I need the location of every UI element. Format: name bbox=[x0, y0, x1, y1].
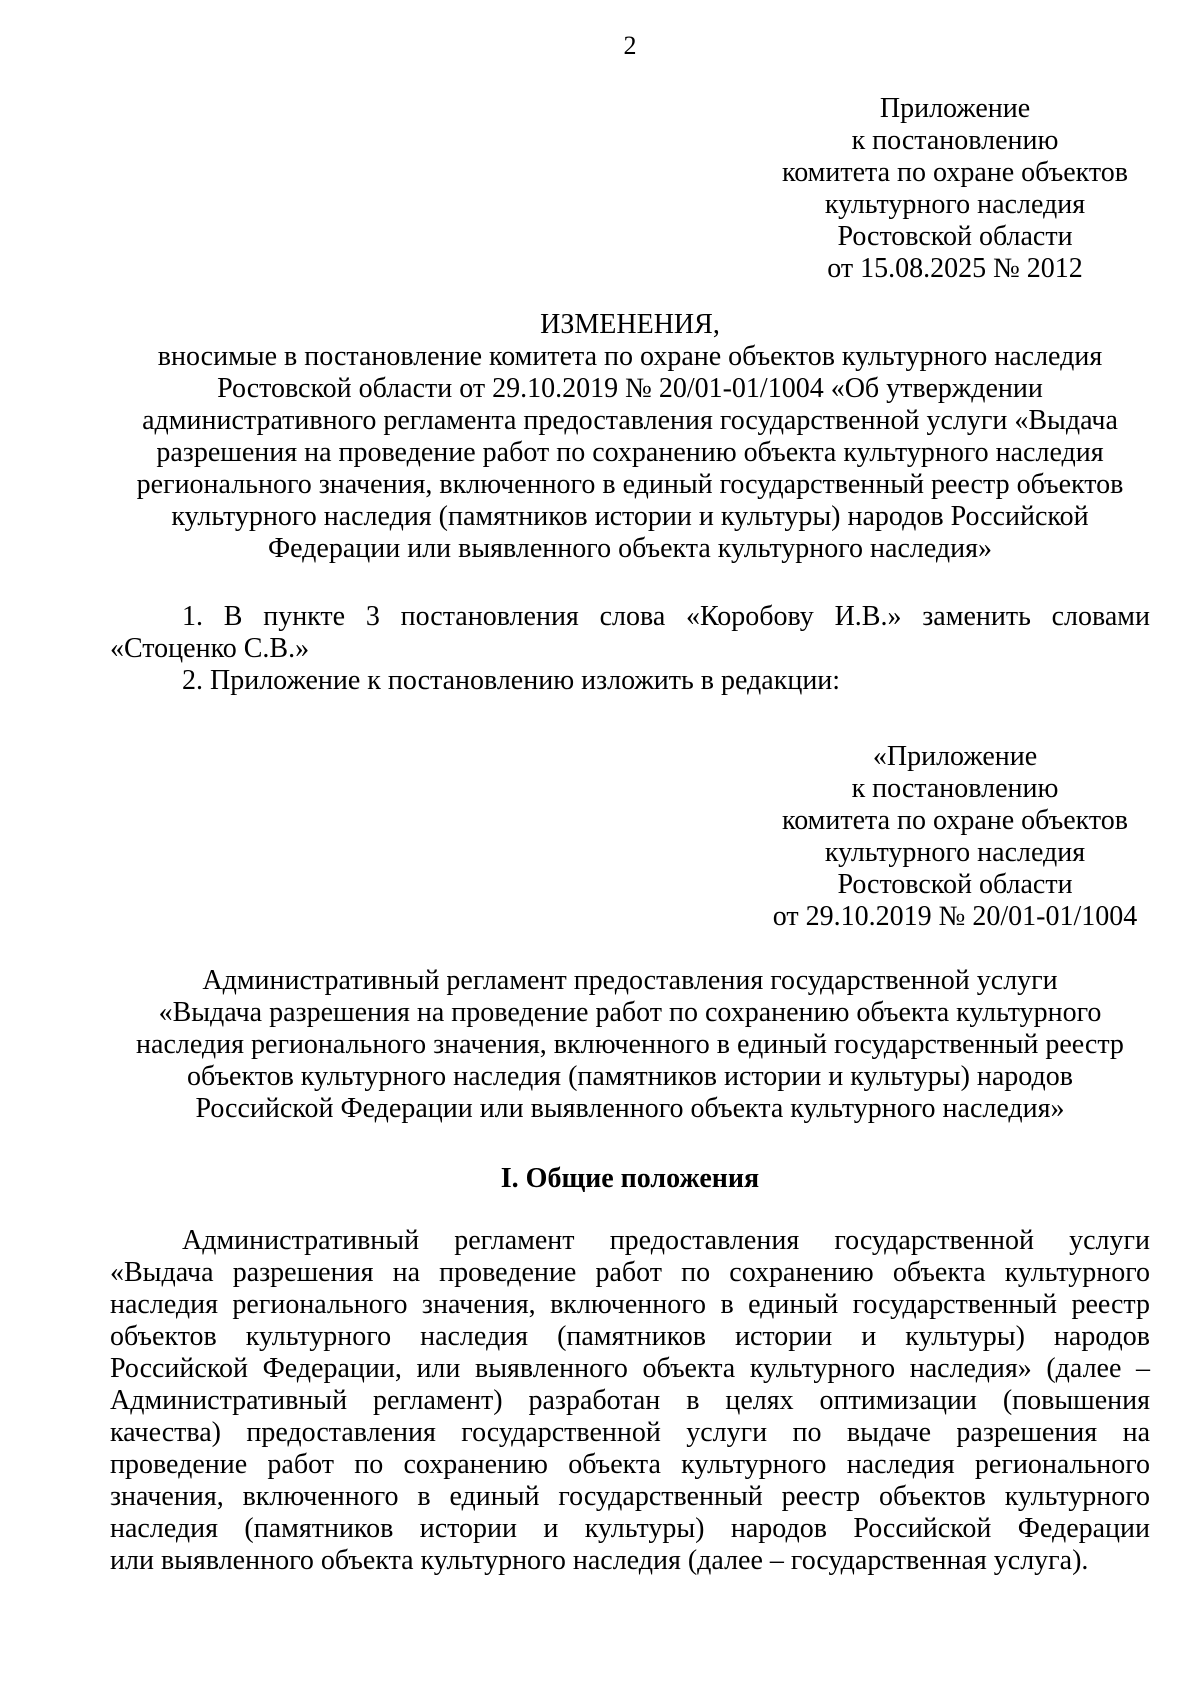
appendix-quote-line: к постановлению bbox=[851, 773, 1059, 804]
appendix-quote bbox=[745, 741, 1165, 933]
body-line: «Выдача разрешения на проведение работ по сохранению объекта культурного bbox=[110, 1257, 1150, 1288]
appendix-header-line: Приложение bbox=[879, 93, 1031, 124]
regulation-title bbox=[110, 965, 1150, 1125]
item-1 bbox=[110, 601, 1150, 665]
body-line: Российской Федерации, или выявленного объекта культурного наследия» (далее – bbox=[110, 1353, 1150, 1384]
regulation-title-line: «Выдача разрешения на проведение работ по сохранению объекта культурного bbox=[158, 997, 1102, 1028]
changes-title-line: административного регламента предоставления государственной услуги «Выдача bbox=[142, 405, 1118, 436]
body-line: Административный регламент) разработан в целях оптимизации (повышения bbox=[110, 1385, 1150, 1416]
body-line: проведение работ по сохранению объекта культурного наследия регионального bbox=[110, 1449, 1150, 1480]
appendix-header-line: Ростовской области bbox=[837, 221, 1073, 252]
appendix-quote-line: комитета по охране объектов bbox=[782, 805, 1128, 836]
appendix-header bbox=[770, 93, 1140, 285]
changes-title-heading: ИЗМЕНЕНИЯ, bbox=[540, 309, 720, 340]
body-line: качества) предоставления государственной услуги по выдаче разрешения на bbox=[110, 1417, 1150, 1448]
regulation-title-line: Российской Федерации или выявленного объекта культурного наследия» bbox=[195, 1093, 1065, 1124]
appendix-quote-line: Ростовской области bbox=[837, 869, 1073, 900]
appendix-quote-line: от 29.10.2019 № 20/01-01/1004 bbox=[772, 901, 1138, 932]
appendix-quote-line: «Приложение bbox=[872, 741, 1038, 772]
item-2-line: 2. Приложение к постановлению изложить в редакции: bbox=[182, 665, 841, 696]
body-line: наследия регионального значения, включенного в единый государственный реестр bbox=[110, 1289, 1150, 1320]
body-line: объектов культурного наследия (памятников истории и культуры) народов bbox=[110, 1321, 1150, 1352]
body-line: значения, включенного в единый государственный реестр объектов культурного bbox=[110, 1481, 1150, 1512]
regulation-title-line: наследия регионального значения, включенного в единый государственный реестр bbox=[136, 1029, 1124, 1060]
body-line: Административный регламент предоставления государственной услуги bbox=[182, 1225, 1150, 1256]
item-2 bbox=[110, 665, 1150, 697]
appendix-header-line: от 15.08.2025 № 2012 bbox=[827, 253, 1083, 284]
body-line: или выявленного объекта культурного наследия (далее – государственная услуга). bbox=[110, 1545, 1089, 1576]
appendix-header-line: комитета по охране объектов bbox=[782, 157, 1128, 188]
changes-title-line: Федерации или выявленного объекта культурного наследия» bbox=[267, 533, 993, 564]
appendix-header-line: культурного наследия bbox=[824, 189, 1086, 220]
item-1-line: «Стоценко С.В.» bbox=[110, 633, 310, 664]
changes-title-line: Ростовской области от 29.10.2019 № 20/01-01/1004 «Об утверждении bbox=[217, 373, 1043, 404]
changes-title-line: культурного наследия (памятников истории и культуры) народов Российской bbox=[171, 501, 1089, 532]
appendix-quote-line: культурного наследия bbox=[824, 837, 1086, 868]
section-heading: I. Общие положения bbox=[500, 1163, 760, 1194]
appendix-header-line: к постановлению bbox=[851, 125, 1059, 156]
item-1-line: 1. В пункте 3 постановления слова «Коробову И.В.» заменить словами bbox=[182, 601, 1150, 632]
page-number: 2 bbox=[623, 31, 637, 60]
regulation-title-line: объектов культурного наследия (памятников истории и культуры) народов bbox=[187, 1061, 1073, 1092]
body-line: наследия (памятников истории и культуры) народов Российской Федерации bbox=[110, 1513, 1150, 1544]
changes-title-line: вносимые в постановление комитета по охране объектов культурного наследия bbox=[157, 341, 1103, 372]
changes-title-line: разрешения на проведение работ по сохранению объекта культурного наследия bbox=[156, 437, 1104, 468]
body-paragraph bbox=[110, 1225, 1150, 1577]
changes-title bbox=[110, 309, 1150, 565]
changes-title-line: регионального значения, включенного в единый государственный реестр объектов bbox=[136, 469, 1124, 500]
regulation-title-line: Административный регламент предоставления государственной услуги bbox=[202, 965, 1058, 996]
